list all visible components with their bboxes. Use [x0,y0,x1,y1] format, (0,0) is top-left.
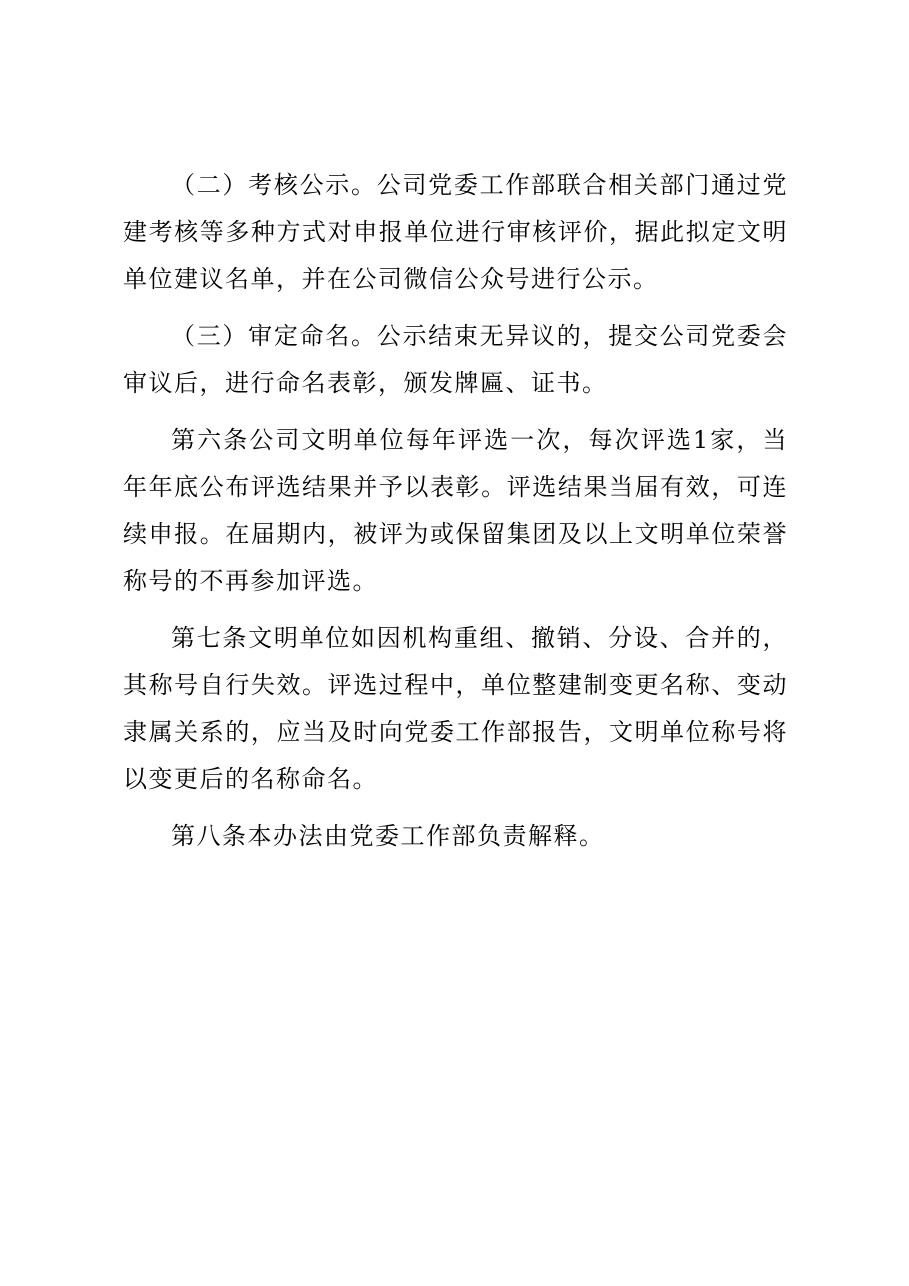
paragraph-article-8: 第八条本办法由党委工作部负责解释。 [171,822,605,850]
paragraph-assessment-publicity: （二）考核公示。公司党委工作部联合相关部门通过党建考核等多种方式对申报单位进行审核评价，据此拟定文明单位建议名单，并在公司微信公众号进行公示。 [123,171,788,293]
paragraph-article-6: 第六条公司文明单位每年评选一次，每次评选1家，当年年底公布评选结果并予以表彰。评选结果当届有效，可连续申报。在届期内，被评为或保留集团及以上文明单位荣誉称号的不再参加评选。 [123,426,788,595]
paragraph-article-7: 第七条文明单位如因机构重组、撤销、分设、合并的，其称号自行失效。评选过程中，单位整建制变更名称、变动隶属关系的，应当及时向党委工作部报告，文明单位称号将以变更后的名称命名。 [123,624,788,793]
paragraph-approval-naming: （三）审定命名。公示结束无异议的，提交公司党委会审议后，进行命名表彰，颁发牌匾、证书。 [123,322,788,397]
document-body [123,162,788,870]
